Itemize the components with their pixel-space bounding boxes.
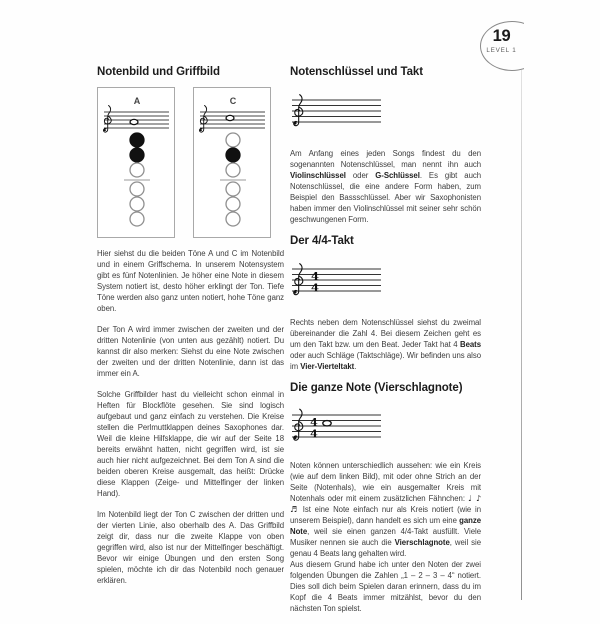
key-circle-open <box>226 197 240 211</box>
body-paragraph: Solche Griffbilder hast du vielleicht schon einmal in Heften für Blockflöte gesehen. Sie sind logisch aufgebaut und ganz einfach zu verstehen. Die Kreise stellen die Perlmuttklappen deines Saxophones dar. Weil die kleine Hilfsklappe, die wir auf der Seite 18 bereits erwähnt hatten, nicht gegriffen wird, ist sie auch hier nicht aufgezeichnet. Bei dem Ton A sind die beiden oberen Kreise ausgemalt, das heißt: Drücke diese Klappen (Zeige- und Mittelfinger der linken Hand). <box>97 390 284 498</box>
key-circle-open <box>130 163 144 177</box>
time-signature-top: 4 <box>310 416 318 430</box>
key-circle-open <box>226 163 240 177</box>
staff-lines <box>292 415 381 437</box>
key-circle-open <box>226 212 240 226</box>
staff-lines <box>292 269 381 291</box>
body-paragraph: Der Ton A wird immer zwischen der zweiten und der dritten Notenlinie (von unten aus gezählt) notiert. Du kannst dir also merken: Siehst du eine Note zwischen der zweiten und der dritten Notenlinie, dann ist das immer ein A. <box>97 325 284 378</box>
staff-4-4-time <box>290 258 382 304</box>
key-circle-pressed <box>226 148 240 162</box>
section-heading-ganze-note: Die ganze Note (Vierschlagnote) <box>290 382 463 394</box>
time-signature-bottom: 4 <box>310 427 318 441</box>
note-name-label: A <box>133 96 141 106</box>
left-column <box>97 66 284 596</box>
body-paragraph: Noten können unterschiedlich aussehen: wie ein Kreis (wie auf dem linken Bild), mit oder ohne Strich an der Seite (Notenhals), wie ein ausgemalter Kreis mit Notenhals oder mit einem zusätzlichen Fähnchen: ♩ ♪ ♬ Ist eine Note einfach nur als Kreis notiert (wie in unserem Beispiel), dann handelt es sich um eine ganze Note, weil sie einen ganzen 4/4-Takt ausfüllt. Viele Musiker nennen sie auch die Vierschlagnote, weil sie genau 4 Beats lang gehalten wird. <box>290 461 481 558</box>
key-circle-open <box>130 197 144 211</box>
body-paragraph: Rechts neben dem Notenschlüssel siehst du zweimal übereinander die Zahl 4. Bei diesem Zeichen geht es um den Takt bzw. um den Beat. Jeder Takt hat 4 Beats oder auch Schläge (Taktschläge). Wir befinden uns also im Vier-Vierteltakt. <box>290 318 481 371</box>
body-paragraph: Im Notenbild liegt der Ton C zwischen der dritten und der vierten Linie, also oberhalb des A. Das Griffbild zeigt dir, dass nur die zweite Klappe von oben gegriffen wird, also ist nur der Mittelfinger beschäftigt. Bevor wir einige Übungen und den ersten Song spielen, möchte ich dir das Notenbild noch genauer erklären. <box>97 510 284 585</box>
time-signature-bottom: 4 <box>310 280 320 295</box>
treble-clef-icon <box>294 95 303 126</box>
left-column-heading: Notenbild und Griffbild <box>97 66 220 78</box>
key-circle-pressed <box>130 133 144 147</box>
staff-treble-clef <box>290 89 382 135</box>
staff-whole-note <box>290 405 382 447</box>
body-paragraph: Am Anfang eines jeden Songs findest du den sogenannten Notenschlüssel, man nennt ihn auch Violinschlüssel oder G-Schlüssel. Es gibt auch Notenschlüssel, die eine andere Form haben, zum Beispiel den Bassschlüssel. Aber wir Saxophonisten haben immer den Violinschlüssel mit seiner sehr schön geschwungenen Form. <box>290 149 482 224</box>
section-heading-notenschluessel: Notenschlüssel und Takt <box>290 66 423 78</box>
fingering-chart-a <box>97 87 175 238</box>
fingering-charts <box>97 87 284 238</box>
time-signature-top: 4 <box>310 269 320 284</box>
whole-note-icon <box>130 119 138 124</box>
page-number: 19 <box>492 27 511 45</box>
body-paragraph: Hier siehst du die beiden Töne A und C im Notenbild und in einem Griffschema. In unserem Notensystem gibt es fünf Notenlinien. Je höher eine Note in diesem System notiert ist, desto höher erklingt der Ton. Tiefe Töne werden also ganz unten notiert, hohe Töne ganz oben. <box>97 249 284 313</box>
key-circle-pressed <box>130 148 144 162</box>
key-circle-open <box>130 212 144 226</box>
staff-lines <box>292 100 381 122</box>
key-circle-open <box>226 182 240 196</box>
key-circle-open <box>226 133 240 147</box>
key-circle-open <box>130 182 144 196</box>
body-paragraph: Aus diesem Grund habe ich unter den Noten der zwei folgenden Übungen die Zahlen „1 – 2 – 3 – 4“ notiert. Dies soll dich beim Spielen daran erinnern, dass du im Kopf die 4 Beats immer mitzählst, bevor du den nächsten Ton spielst. <box>290 560 481 613</box>
whole-note-icon <box>226 115 234 120</box>
fingering-chart-a-graphic <box>98 88 174 237</box>
fingering-chart-c-graphic <box>194 88 270 237</box>
note-name-label: C <box>229 96 237 106</box>
level-badge <box>479 18 524 76</box>
treble-clef-icon <box>294 264 303 295</box>
level-label: LEVEL 1 <box>486 47 517 54</box>
whole-note-icon <box>323 421 331 426</box>
treble-clef-icon <box>294 409 303 440</box>
right-column <box>290 66 481 624</box>
fingering-chart-c <box>193 87 271 238</box>
section-heading-takt: Der 4/4-Takt <box>290 235 354 247</box>
page-edge-line <box>521 70 522 600</box>
